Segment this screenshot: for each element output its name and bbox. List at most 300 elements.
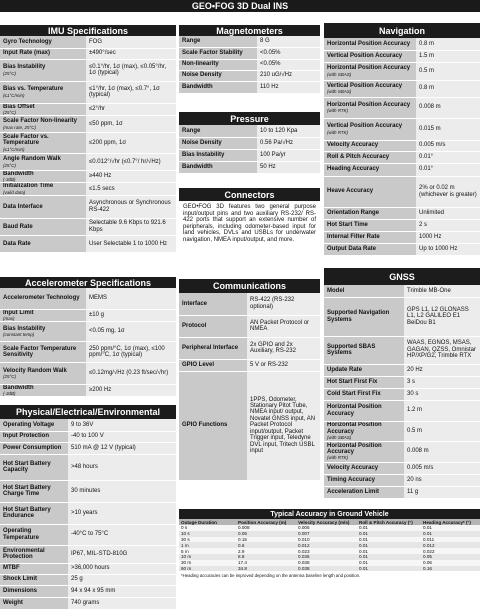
spec-value: ≤1.5 secs (86, 183, 176, 195)
spec-row (179, 36, 320, 47)
spec-value: 0.5 m (404, 421, 480, 441)
spec-row (0, 419, 176, 431)
spec-label-text: Scale Factor Stability (182, 49, 243, 56)
pressure-section (179, 112, 320, 174)
spec-value: <0.05% (257, 59, 320, 70)
spec-label (0, 309, 86, 321)
column-header: Velocity Accuracy (m/s) (296, 519, 357, 525)
spec-label (324, 364, 404, 376)
spec-label (324, 336, 404, 364)
spec-value: MEMS (86, 288, 176, 309)
spec-label-text: Scale Factor vs. Temperature (3, 134, 49, 147)
spec-value: RS-422 (RS-232 optional) (247, 293, 320, 315)
spec-label (324, 285, 404, 297)
spec-row (324, 207, 480, 219)
spec-row (0, 48, 176, 59)
navigation-table (324, 38, 480, 256)
spec-value: 510 mA @ 12 V (typical) (68, 442, 176, 454)
table-cell: 0.012 (296, 542, 357, 548)
spec-row (324, 243, 480, 255)
table-cell: 0.005 (296, 525, 357, 531)
table-cell: 0.01 (357, 566, 421, 572)
spec-label-text: Hot Start Battery Endurance (3, 506, 51, 519)
spec-value: >10 years (68, 502, 176, 524)
spec-label (324, 38, 416, 50)
spec-label-text: GPIO Level (182, 361, 215, 368)
spec-label-text: Gyro Technology (3, 38, 52, 45)
spec-label (0, 597, 68, 609)
spec-label-text: Vertical Position Accuracy (327, 123, 403, 130)
table-cell: 2.9 (236, 548, 296, 554)
table-cell: 10 m (179, 554, 236, 560)
spec-label-text: Bandwidth (3, 170, 34, 177)
spec-label (324, 219, 416, 231)
spec-label-condition: (25°C) (3, 162, 17, 168)
spec-value: 2% or 0.02 m (whichever is greater) (416, 176, 480, 207)
spec-label (0, 218, 86, 235)
spec-row (0, 384, 176, 396)
spec-label-text: Noise Density (182, 139, 222, 146)
spec-row (0, 585, 176, 597)
spec-value: FOG (86, 36, 176, 48)
spec-label (179, 359, 247, 371)
spec-label-text: Timing Accuracy (327, 476, 376, 483)
spec-label (324, 474, 404, 486)
spec-value: 50 Hz (257, 161, 320, 173)
spec-label (0, 59, 86, 81)
spec-value: ≥440 Hz (86, 170, 176, 182)
table-cell: 0.01 (357, 554, 421, 560)
spec-row (179, 337, 320, 359)
spec-row (324, 176, 480, 207)
spec-value: Asynchronous or Synchronous RS-422 (86, 195, 176, 218)
spec-value: Unlimited (416, 207, 480, 219)
spec-label-text: GPIO Functions (182, 422, 228, 429)
spec-label (0, 235, 86, 252)
spec-row (0, 321, 176, 341)
column-header: Position Accuracy (m) (236, 519, 296, 525)
imu-specifications-header: IMU Specifications (0, 25, 176, 36)
spec-label (324, 231, 416, 243)
spec-label (324, 376, 404, 388)
table-cell: 0.008 (236, 525, 296, 531)
spec-row (0, 574, 176, 585)
spec-row (0, 563, 176, 574)
spec-label (324, 388, 404, 400)
physical-electrical-environmental-header: Physical/Electrical/Environmental (0, 405, 176, 419)
spec-label-text: Output Data Rate (327, 245, 377, 252)
spec-row (0, 81, 176, 103)
spec-value: ≤2°/hr (86, 103, 176, 115)
spec-label-text: Orientation Range (327, 209, 380, 216)
spec-label (179, 125, 257, 137)
spec-label-text: Bandwidth (182, 163, 213, 170)
table-cell: 0.01 (421, 531, 480, 537)
typical-accuracy-footnote: *Heading accuracies can be improved depending on the antenna baseline length and position. (181, 573, 361, 579)
spec-label-text: Horizontal Position Accuracy (327, 65, 411, 72)
spec-value: >36,000 hours (68, 563, 176, 574)
spec-value: 5 V or RS-232 (247, 359, 320, 371)
spec-label-text: Internal Filter Rate (327, 233, 380, 240)
spec-row (324, 388, 480, 400)
spec-label-text: Input Protection (3, 433, 49, 440)
table-cell: 0.012 (421, 542, 480, 548)
spec-label (0, 48, 86, 59)
table-cell: 0.023 (296, 548, 357, 554)
spec-value: 0.8 m (416, 80, 480, 97)
spec-label-text: Protocol (182, 322, 207, 329)
spec-label (0, 115, 86, 132)
spec-row (0, 309, 176, 321)
spec-label-text: Operating Voltage (3, 421, 55, 428)
spec-label-text: Data Interface (3, 203, 43, 210)
spec-row (179, 293, 320, 315)
spec-label (179, 161, 257, 173)
spec-row (324, 118, 480, 140)
table-cell: 8.8 (236, 554, 296, 560)
navigation-section (324, 23, 480, 256)
spec-value: 1000 Hz (416, 231, 480, 243)
connectors-description: GEO•FOG 3D features two general purpose input/output pins and two auxiliary RS-232/ RS-422 ports that support an extensive number of peripherals, including odometer-based input for land vehicles, DVLs and USBLs for underwater navigation, NMEA input/output, and more. (183, 204, 316, 243)
spec-label-text: Roll & Pitch Accuracy (327, 153, 390, 160)
spec-value: 94 x 94 x 95 mm (68, 585, 176, 597)
table-cell: 0.01 (421, 525, 480, 531)
spec-label-text: Scale Factor Temperature Sensitivity (3, 345, 77, 358)
spec-value: ≤200 ppm, 1σ (86, 132, 176, 153)
spec-label-condition: (with RTK) (327, 455, 349, 461)
spec-value: GPS L1, L2 GLONASS L1, L2 GALILEO E1 BeiDou B1 (404, 297, 480, 336)
spec-row (324, 62, 480, 80)
spec-row (324, 474, 480, 486)
spec-row (0, 524, 176, 545)
spec-row (0, 341, 176, 362)
spec-label-text: Peripheral Interface (182, 344, 239, 351)
spec-label (0, 442, 68, 454)
spec-label-condition: (with SBAS) (327, 89, 352, 95)
spec-value: ≤0.12mg/√Hz (0.23 ft/sec/√hr) (86, 362, 176, 384)
spec-value: 0.015 m (416, 118, 480, 140)
spec-value: ±10 g (86, 309, 176, 321)
accelerometer-specifications-table (0, 288, 176, 397)
table-cell: 0.038 (296, 560, 357, 566)
spec-value: AN Packet Protocol or NMEA (247, 315, 320, 337)
table-cell: 17.4 (236, 560, 296, 566)
spec-label-text: MTBF (3, 565, 20, 572)
spec-label (179, 70, 257, 81)
spec-label-text: Noise Density (182, 72, 222, 79)
spec-value: -40°C to 75°C (68, 524, 176, 545)
spec-value: 210 uG/√Hz (257, 70, 320, 81)
spec-label-condition: (max) (3, 315, 15, 321)
spec-label-text: Horizontal Position Accuracy (327, 101, 411, 108)
spec-label-text: Horizontal Position Accuracy (327, 40, 411, 47)
spec-label-condition: (≤1°C/min) (3, 146, 25, 152)
spec-label-text: Bandwidth (3, 384, 34, 391)
spec-value: -40 to 100 V (68, 431, 176, 442)
spec-label (0, 585, 68, 597)
spec-label-text: Heading Accuracy (327, 166, 380, 173)
spec-value: Up to 1000 Hz (416, 243, 480, 255)
spec-label-text: Model (327, 287, 345, 294)
spec-label-text: Hot Start Battery Charge Time (3, 484, 51, 497)
spec-row (0, 153, 176, 170)
spec-label (324, 97, 416, 118)
spec-label (324, 486, 404, 498)
spec-label (0, 574, 68, 585)
spec-row (324, 151, 480, 163)
table-cell: 0.022 (421, 548, 480, 554)
spec-value: 2x GPIO and 2x Auxiliary, RS-232 (247, 337, 320, 359)
spec-label (0, 132, 86, 153)
gnss-table (324, 285, 480, 499)
spec-value: 1.5 m (416, 50, 480, 62)
spec-row (179, 359, 320, 371)
spec-value: 0.008 m (416, 97, 480, 118)
spec-label-text: Dimensions (3, 587, 38, 594)
spec-value: 0.01° (416, 151, 480, 163)
spec-value: 3 s (404, 376, 480, 388)
table-cell: 0.06 (421, 560, 480, 566)
spec-row (324, 140, 480, 151)
spec-value: 740 grams (68, 597, 176, 609)
spec-label-condition: (max rate, 25°C) (3, 124, 37, 130)
spec-value: >48 hours (68, 454, 176, 480)
spec-value: 25 g (68, 574, 176, 585)
spec-row (324, 38, 480, 50)
spec-value: ≤50 ppm, 1σ (86, 115, 176, 132)
spec-value: ≤0.012°/√hr (≤0.7°/ hr/√Hz) (86, 153, 176, 170)
spec-row (324, 285, 480, 297)
spec-row (324, 421, 480, 441)
table-cell: 60 m (179, 566, 236, 572)
navigation-header: Navigation (324, 23, 480, 38)
spec-label-condition: (valid data) (3, 189, 26, 195)
magnetometers-section (179, 25, 320, 94)
magnetometers-table (179, 36, 320, 94)
spec-row (0, 103, 176, 115)
spec-label (179, 81, 257, 93)
table-cell: 0.16 (421, 566, 480, 572)
communications-section (179, 279, 320, 481)
spec-label (0, 524, 68, 545)
spec-row (0, 132, 176, 153)
spec-value: 2 s (416, 219, 480, 231)
imu-specifications-table (0, 36, 176, 253)
spec-label (179, 149, 257, 161)
spec-row (324, 219, 480, 231)
spec-label-text: Velocity Accuracy (327, 142, 379, 149)
spec-label-text: Power Consumption (3, 444, 62, 451)
spec-value: 100 Pa/yr (257, 149, 320, 161)
spec-row (179, 70, 320, 81)
spec-label (0, 321, 86, 341)
spec-label-text: Bias Instability (3, 64, 46, 71)
gnss-header: GNSS (324, 268, 480, 285)
table-cell: 0.01 (357, 531, 421, 537)
spec-label (0, 183, 86, 195)
spec-value: ≥200 Hz (86, 384, 176, 396)
spec-row (324, 400, 480, 421)
spec-value: 20 Hz (404, 364, 480, 376)
table-cell: 1 m (179, 542, 236, 548)
spec-label-condition: (-3dB) (3, 177, 16, 183)
spec-label (324, 163, 416, 176)
spec-row (324, 376, 480, 388)
spec-value: 250 ppm/°C, 1σ (max), ≤100 ppm/°C, 1σ (typical) (86, 341, 176, 362)
table-cell: 0.01 (357, 560, 421, 566)
spec-label-text: Hot Start Battery Capacity (3, 460, 51, 473)
spec-row (179, 137, 320, 149)
column-header: Roll & Pitch Accuracy (°) (357, 519, 421, 525)
spec-row (179, 125, 320, 137)
document-title: GEO•FOG 3D Dual INS (0, 0, 480, 12)
spec-label-condition: (25°C) (3, 70, 17, 76)
spec-label-text: Range (182, 127, 201, 134)
spec-label (179, 36, 257, 47)
spec-label (179, 315, 247, 337)
table-cell: 0.01 (357, 548, 421, 554)
spec-label-condition: (with SBAS) (327, 71, 352, 77)
spec-label-text: Acceleration Limit (327, 488, 380, 495)
spec-value: 9 to 36V (68, 419, 176, 431)
spec-label-text: Vertical Position Accuracy (327, 52, 403, 59)
spec-row (179, 59, 320, 70)
spec-label (324, 62, 416, 80)
spec-label-text: Heave Accuracy (327, 188, 374, 195)
spec-label (324, 140, 416, 151)
table-cell: 0.01 (357, 525, 421, 531)
table-cell: 30 m (179, 560, 236, 566)
spec-label (0, 431, 68, 442)
spec-label-text: Scale Factor Non-linearity (3, 118, 78, 125)
communications-header: Communications (179, 279, 320, 293)
communications-table (179, 293, 320, 481)
spec-row (179, 371, 320, 480)
spec-value: ≤0.1°/hr, 1σ (max), ≤0.05°/hr, 1σ (typical) (86, 59, 176, 81)
spec-row (324, 97, 480, 118)
spec-row (179, 149, 320, 161)
spec-label-condition: (with RTK) (327, 108, 349, 114)
spec-value: 0.8 m (416, 38, 480, 50)
spec-label (0, 288, 86, 309)
spec-label (179, 337, 247, 359)
spec-label-text: Velocity Accuracy (327, 464, 379, 471)
spec-value: ±490°/sec (86, 48, 176, 59)
spec-label-condition: (with SBAS) (327, 434, 352, 440)
spec-label-text: Horizontal Position Accuracy (327, 422, 382, 435)
spec-label (179, 293, 247, 315)
spec-label (0, 362, 86, 384)
spec-row (0, 183, 176, 195)
spec-value: 20 ns (404, 474, 480, 486)
spec-label-text: Shock Limit (3, 576, 38, 583)
table-cell: 5 m (179, 548, 236, 554)
spec-value: 30 minutes (68, 480, 176, 502)
spec-label-text: Accelerometer Technology (3, 295, 80, 302)
table-cell: 0.010 (296, 537, 357, 543)
spec-label (324, 400, 404, 421)
spec-value: 1.2 m (404, 400, 480, 421)
spec-label-text: Bias Instability (3, 325, 46, 332)
table-cell: 0.038 (296, 566, 357, 572)
spec-label-text: Bias Instability (182, 151, 225, 158)
column-header: Heading Accuracy* (°) (421, 519, 480, 525)
spec-value: 0.5 m (416, 62, 480, 80)
spec-value: 1PPS, Odometer, Stationary Pitot Tube, NMEA input/ output, Novatel GNSS input, AN Packet Protocol input/output, Packet Trigger input, Teledyne DVL input, Tritech USBL input (247, 371, 320, 480)
spec-value: Selectable 9.6 Kbps to 921.6 Kbps (86, 218, 176, 235)
spec-label (0, 480, 68, 502)
spec-row (179, 161, 320, 173)
table-cell: 0 s (179, 525, 236, 531)
physical-electrical-environmental-table (0, 419, 176, 610)
spec-label (0, 341, 86, 362)
spec-value: IP67, MIL-STD-810G (68, 545, 176, 563)
spec-row (324, 441, 480, 462)
spec-value: WAAS, EGNOS, MSAS, GAGAN, QZSS, Omnistar HP/XP/G2, Trimble RTX (404, 336, 480, 364)
spec-label (324, 80, 416, 97)
spec-label (0, 419, 68, 431)
connectors-section (179, 188, 320, 244)
spec-value: User Selectable 1 to 1000 Hz (86, 235, 176, 252)
spec-value: 30 s (404, 388, 480, 400)
spec-label (324, 441, 404, 462)
spec-row (0, 59, 176, 81)
spec-row (324, 50, 480, 62)
spec-value: 10 to 120 Kpa (257, 125, 320, 137)
spec-row (324, 231, 480, 243)
table-cell: 34.8 (236, 566, 296, 572)
spec-label-text: Non-linearity (182, 61, 219, 68)
spec-row (324, 486, 480, 498)
spec-label-text: Bias vs. Temperature (3, 86, 64, 93)
spec-label (324, 297, 404, 336)
spec-label (0, 545, 68, 563)
spec-label-text: Operating Temperature (3, 528, 39, 541)
spec-label-text: Horizontal Position Accuracy (327, 404, 382, 417)
spec-row (0, 235, 176, 252)
spec-value: 8 G (257, 36, 320, 47)
typical-accuracy-section (179, 509, 480, 578)
spec-label (179, 47, 257, 59)
spec-value: ≤1°/hr, 1σ (max), ≤0.7°, 1σ (typical) (86, 81, 176, 103)
spec-row (0, 288, 176, 309)
spec-row (0, 170, 176, 182)
spec-label (0, 195, 86, 218)
spec-label (0, 103, 86, 115)
physical-electrical-environmental-section (0, 405, 176, 610)
spec-label (0, 454, 68, 480)
spec-label (0, 502, 68, 524)
connectors-header: Connectors (179, 188, 320, 201)
spec-value: 0.01° (416, 163, 480, 176)
spec-label-text: Initialization Time (3, 183, 54, 190)
spec-row (0, 480, 176, 502)
spec-value: 0.005 m/s (404, 462, 480, 474)
spec-label-condition: (-3dB) (3, 391, 16, 397)
spec-label (324, 176, 416, 207)
spec-row (0, 431, 176, 442)
spec-row (0, 442, 176, 454)
spec-row (0, 195, 176, 218)
spec-label-text: Update Rate (327, 366, 363, 373)
spec-row (324, 297, 480, 336)
spec-label-text: Angle Random Walk (3, 156, 61, 163)
table-cell: 0.05 (236, 531, 296, 537)
spec-label (324, 151, 416, 163)
pressure-table (179, 125, 320, 174)
spec-value: Trimble MB-One (404, 285, 480, 297)
table-cell: 0.01 (357, 542, 421, 548)
